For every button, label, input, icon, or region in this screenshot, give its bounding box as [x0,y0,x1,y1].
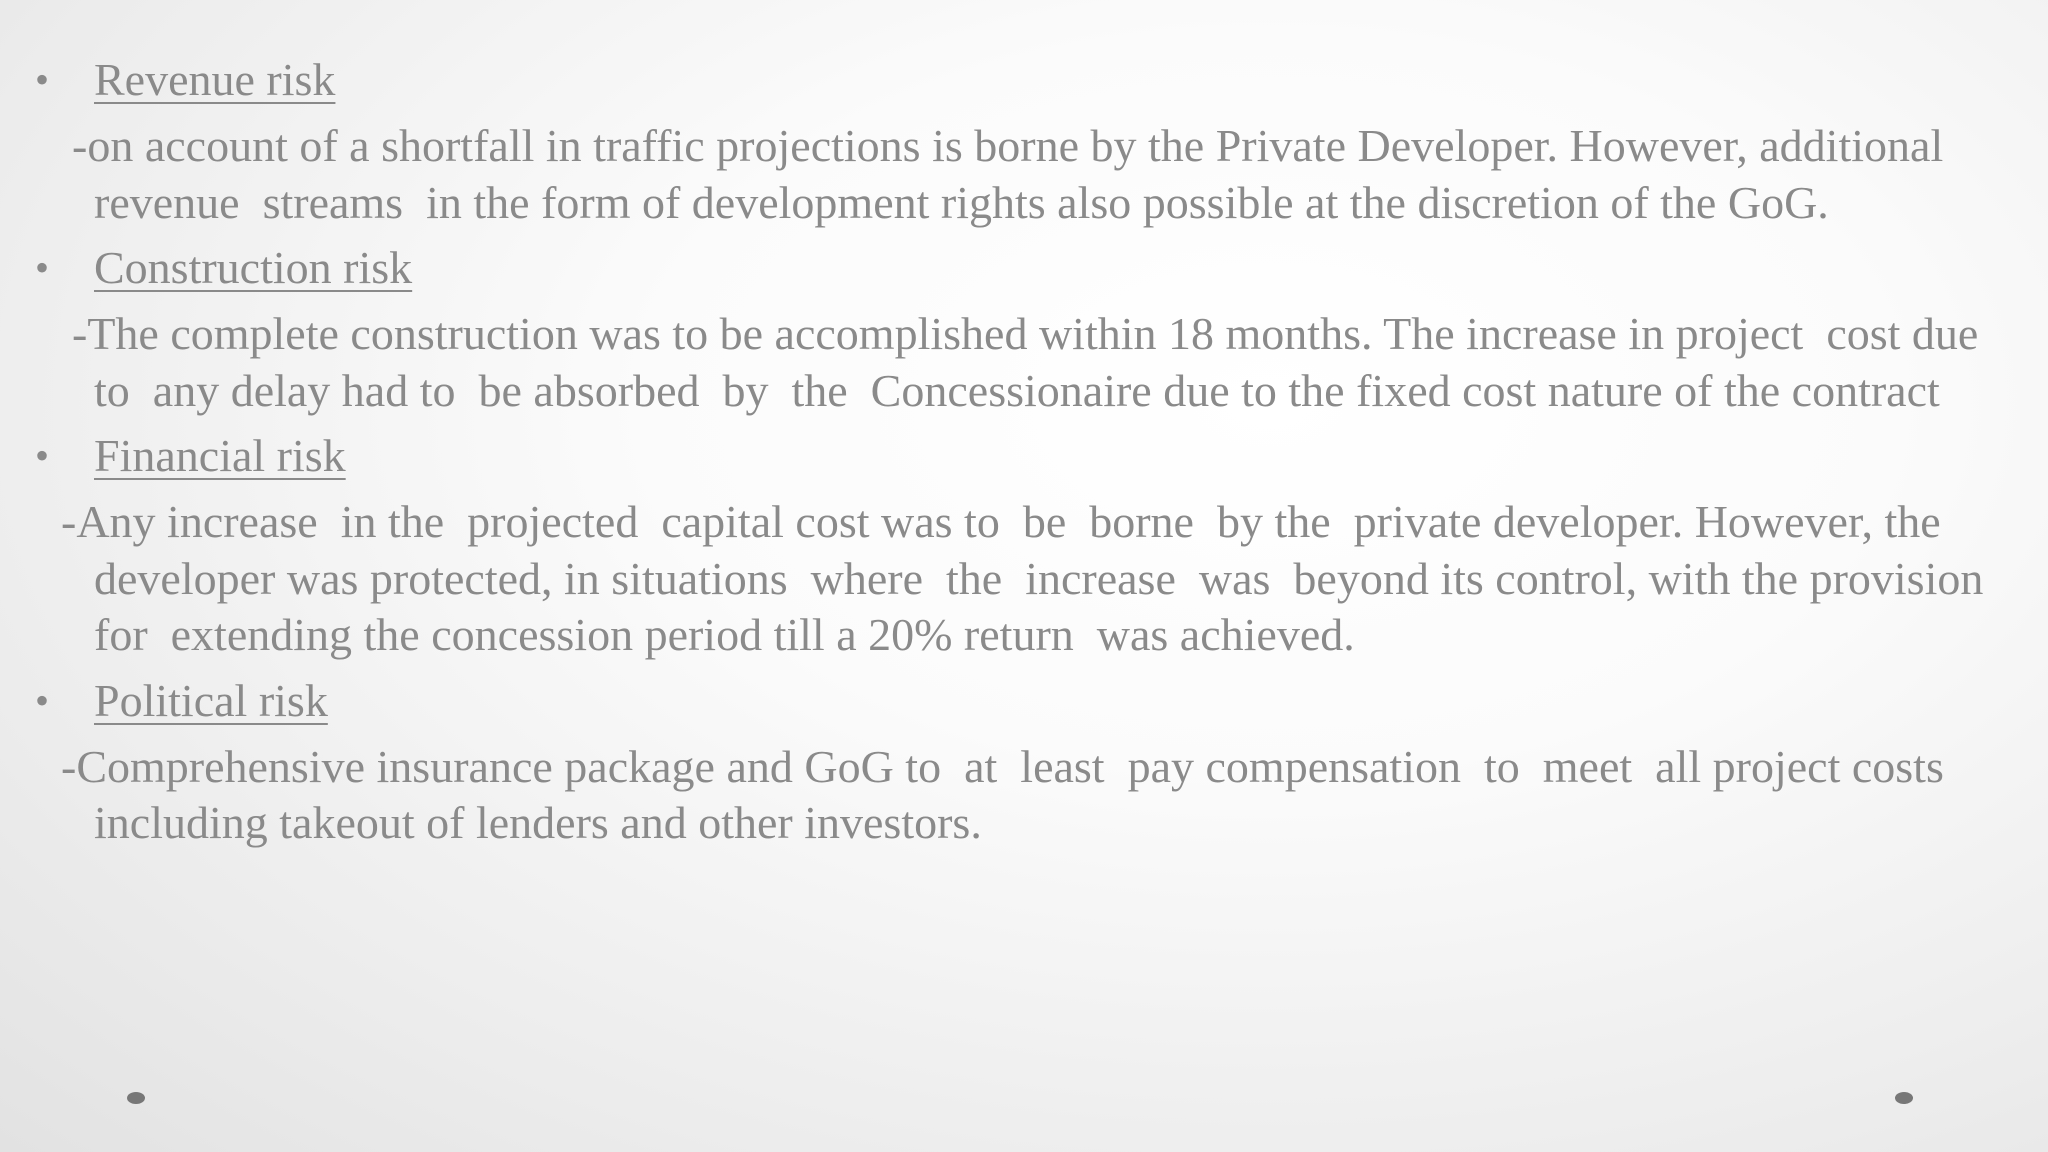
text-construction-risk: -The complete construction was to be accomplished within 18 months. The increase in project cost due to any delay had to be absorbed by the Concessionaire due to the fixed cost nature of the contract [72,308,1990,416]
section-financial-risk [30,428,2020,494]
heading-political-risk: Political risk [94,674,328,726]
section-construction-risk [30,240,2020,306]
text-revenue-risk: -on account of a shortfall in traffic projections is borne by the Private Developer. However, additional revenue streams in the form of development rights also possible at the discretion of the GoG. [72,120,1955,228]
bullet-icon: • [35,433,50,478]
bullet-icon: • [35,57,50,102]
heading-construction-risk: Construction risk [94,242,413,293]
slide-content [30,52,2020,861]
decorative-dot-icon [1895,1092,1913,1104]
text-financial-risk: -Any increase in the projected capital cost was to be borne by the private developer. However, the developer was protected, in situations where the increase was beyond its control, with the provision for extending the concession period till a 20% return was achieved. [61,496,1995,660]
bullet-icon: • [35,245,50,290]
heading-financial-risk: Financial risk [94,430,346,481]
decorative-dot-icon [127,1092,145,1104]
bullet-icon: • [35,677,50,723]
section-revenue-risk [30,52,2020,118]
section-political-risk [30,673,2020,739]
heading-revenue-risk: Revenue risk [94,54,336,105]
text-political-risk: -Comprehensive insurance package and GoG to at least pay compensation to meet all project costs including takeout of lenders and other investors. [61,740,1956,848]
